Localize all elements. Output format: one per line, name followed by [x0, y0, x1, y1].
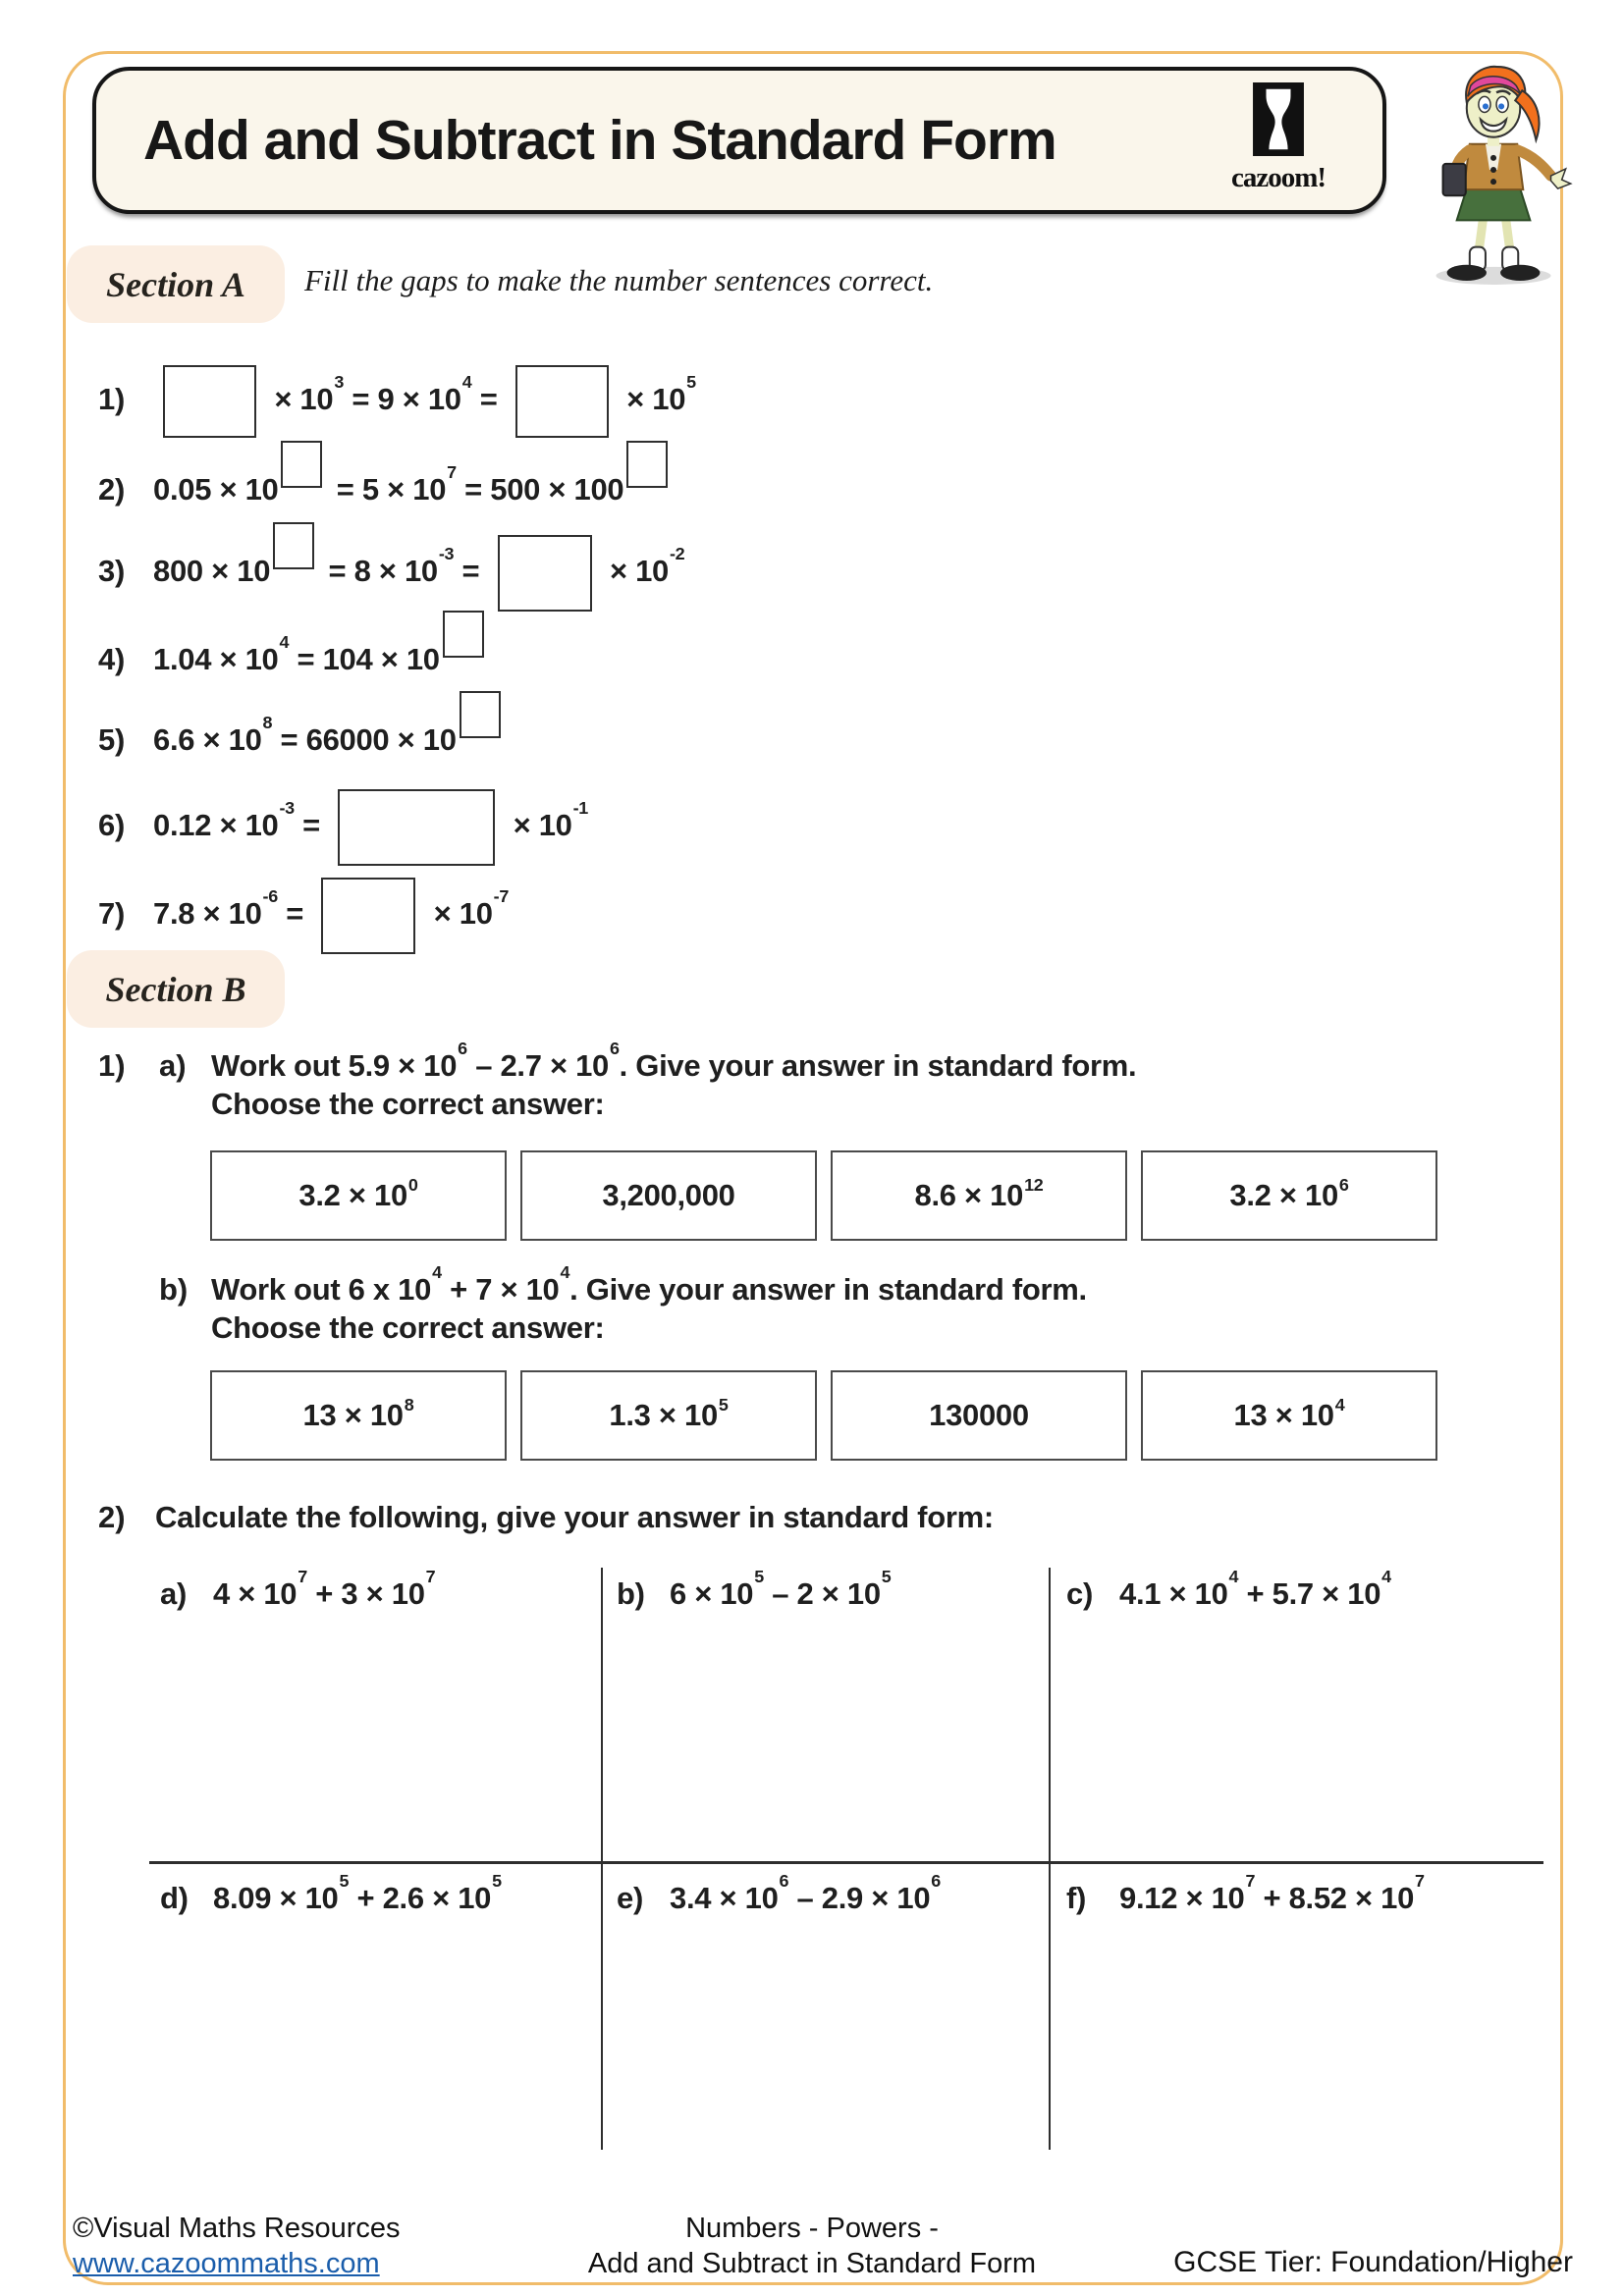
grid-cell-f [1066, 1870, 1425, 1916]
exponent: 5 [881, 1566, 892, 1586]
grid-vertical-divider-1 [601, 1568, 603, 2150]
question-number: 1) [98, 382, 125, 417]
exponent: 4 [461, 371, 472, 392]
answer-gap-box[interactable] [273, 522, 314, 569]
question-number: 7) [98, 896, 125, 932]
q1b-prompt [211, 1261, 1087, 1308]
exponent: -6 [262, 885, 278, 906]
section-b-label: Section B [105, 969, 246, 1009]
equation-text: = 8 × 10 [320, 554, 438, 588]
equation-text: + 2.6 × 10 [349, 1881, 492, 1915]
section-a-instruction: Fill the gaps to make the number sentences correct. [304, 263, 934, 297]
equation-text: + 3 × 10 [306, 1576, 425, 1611]
equation-text: – 2.7 × 10 [466, 1048, 609, 1083]
equation-text: + 5.7 × 10 [1238, 1576, 1381, 1611]
exponent: -3 [438, 543, 455, 563]
cell-letter: d) [160, 1881, 189, 1915]
grid-cell-d [160, 1870, 502, 1916]
exponent: 7 [425, 1566, 436, 1586]
equation-text: + 8.52 × 10 [1255, 1881, 1415, 1915]
q1b-choose-label: Choose the correct answer: [211, 1310, 605, 1345]
cartoon-schoolgirl-icon [1406, 59, 1575, 287]
equation-text: = 104 × 10 [289, 642, 440, 676]
cell-letter: c) [1066, 1576, 1093, 1611]
equation-text: . Give your answer in standard form. [569, 1272, 1087, 1307]
equation [153, 543, 685, 588]
footer-topic-line1: Numbers - Powers - [685, 2213, 939, 2244]
brand-name: cazoom! [1230, 162, 1326, 193]
section-b-chip [67, 950, 285, 1028]
cell-equation [213, 1870, 502, 1915]
exponent: 6 [779, 1870, 789, 1891]
equation-text: × 10 [505, 808, 572, 843]
question-row-1 [98, 365, 696, 438]
equation-text: 4.1 × 10 [1119, 1576, 1228, 1611]
footer-topic-line2: Add and Subtract in Standard Form [587, 2248, 1037, 2279]
equation-text: 8.6 × 10 [914, 1178, 1024, 1212]
equation-text: 9.12 × 10 [1119, 1881, 1245, 1915]
equation-text: 3,200,000 [602, 1178, 735, 1212]
equation-text: 800 × 10 [153, 554, 271, 588]
exponent: 5 [686, 371, 696, 392]
exponent: -3 [279, 797, 295, 818]
equation-text: + 7 × 10 [441, 1272, 560, 1307]
equation-text: 8.09 × 10 [213, 1881, 339, 1915]
option-box[interactable]: 8.6 × 10 $^{12}$ [831, 1150, 1127, 1241]
equation [153, 371, 696, 417]
grid-cell-a [160, 1566, 436, 1612]
answer-gap-box[interactable] [498, 535, 592, 612]
equation-text: × 10 [601, 554, 669, 588]
exponent: 5 [754, 1566, 764, 1586]
equation-text: – 2 × 10 [763, 1576, 881, 1611]
q1a-prompt-block [211, 1038, 1137, 1123]
option-box[interactable]: 3.2 × 10 $^0$ [210, 1150, 507, 1241]
exponent: 6 [458, 1038, 467, 1058]
page-title: Add and Subtract in Standard Form [143, 109, 1056, 172]
equation-text: × 10 [618, 382, 686, 417]
mascot-illustration [1406, 59, 1575, 292]
equation-text: = 500 × 100 [456, 472, 624, 507]
cell-equation [213, 1566, 436, 1611]
equation-text: 1.3 × 10 [609, 1398, 718, 1432]
q1b-letter: b) [159, 1272, 189, 1307]
cell-equation [1119, 1870, 1425, 1915]
title-box [92, 67, 1386, 214]
exponent: 7 [447, 461, 457, 482]
question-row-7 [98, 878, 509, 954]
q2-prompt: Calculate the following, give your answer in standard form: [155, 1500, 994, 1534]
equation [153, 885, 510, 932]
answer-gap-box[interactable] [163, 365, 256, 438]
exponent: 6 [609, 1038, 620, 1058]
exponent: 4 [560, 1261, 570, 1282]
equation-text: = [471, 382, 506, 417]
brand-logo [1225, 82, 1331, 194]
section-a-label: Section A [106, 264, 245, 304]
equation-text: = [294, 808, 329, 843]
q1a-letter: a) [159, 1048, 187, 1083]
equation-text: . Give your answer in standard form. [619, 1048, 1137, 1083]
equation [153, 631, 490, 676]
answer-gap-box[interactable] [281, 441, 322, 488]
exponent: 7 [298, 1566, 307, 1586]
exponent: 8 [262, 712, 273, 732]
exponent: -7 [493, 885, 510, 906]
equation-text: 13 × 10 [1233, 1398, 1334, 1432]
answer-gap-box[interactable] [515, 365, 609, 438]
answer-gap-box[interactable] [626, 441, 668, 488]
equation-text: 0.12 × 10 [153, 808, 279, 843]
exponent: 5 [339, 1870, 350, 1891]
q1a-prompt [211, 1038, 1137, 1085]
grid-vertical-divider-2 [1049, 1568, 1051, 2150]
equation-text: = [454, 554, 488, 588]
equation [153, 797, 588, 843]
equation-text: 6 × 10 [670, 1576, 754, 1611]
section-a-chip [67, 245, 285, 323]
footer-credit-block [73, 2211, 401, 2281]
equation-text: 3.2 × 10 [1229, 1178, 1338, 1212]
footer-link[interactable]: www.cazoommaths.com [73, 2248, 380, 2279]
cell-letter: b) [617, 1576, 645, 1611]
equation-text: 7.8 × 10 [153, 896, 262, 932]
equation-text: – 2.9 × 10 [788, 1881, 931, 1915]
equation-text: × 10 [425, 896, 493, 932]
exponent: 4 [1228, 1566, 1239, 1586]
footer-tier: GCSE Tier: Foundation/Higher [1173, 2246, 1573, 2278]
question-number: 4) [98, 642, 125, 676]
exponent: 5 [492, 1870, 502, 1891]
question-row-3 [98, 522, 684, 612]
option-box[interactable]: 3.2 × 10 $^6$ [1141, 1150, 1437, 1241]
equation-text: × 10 [266, 382, 334, 417]
answer-gap-box[interactable] [338, 789, 495, 866]
cell-equation [1119, 1566, 1391, 1611]
equation-text: 13 × 10 [302, 1398, 404, 1432]
exponent: 3 [334, 371, 345, 392]
option-box[interactable]: 13 × 10 $^8$ [210, 1370, 507, 1461]
q1a-choose-label: Choose the correct answer: [211, 1087, 605, 1121]
option-box[interactable]: 1.3 × 10 $^5$ [520, 1370, 817, 1461]
grid-cell-c [1066, 1566, 1391, 1612]
cell-letter: e) [617, 1881, 643, 1915]
exponent: 7 [1245, 1870, 1256, 1891]
equation [153, 712, 507, 757]
answer-gap-box[interactable] [321, 878, 415, 954]
question-row-4 [98, 611, 490, 677]
footer-credit: ©Visual Maths Resources [73, 2213, 401, 2244]
exponent: -2 [669, 543, 685, 563]
q2-number: 2) [98, 1500, 126, 1534]
q1b-prompt-block [211, 1261, 1087, 1347]
equation-text: 3.4 × 10 [670, 1881, 779, 1915]
cazoom-drum-icon [1253, 82, 1304, 156]
question-number: 5) [98, 722, 125, 757]
question-row-6 [98, 789, 588, 866]
equation-text: 3.2 × 10 [298, 1178, 407, 1212]
option-box[interactable] [520, 1150, 817, 1241]
equation-text: = 5 × 10 [328, 472, 447, 507]
footer-topic-block [488, 2211, 1136, 2281]
exponent: 4 [432, 1261, 442, 1282]
grid-horizontal-divider [149, 1861, 1543, 1864]
question-row-2 [98, 441, 674, 507]
cell-equation [670, 1870, 941, 1915]
equation-text: 4 × 10 [213, 1576, 298, 1611]
equation-text: 0.05 × 10 [153, 472, 279, 507]
exponent: 4 [279, 631, 290, 652]
equation-text: = 66000 × 10 [272, 722, 457, 757]
cell-letter: a) [160, 1576, 187, 1611]
equation-text: Work out 5.9 × 10 [211, 1048, 458, 1083]
grid-cell-e [617, 1870, 941, 1916]
equation-text: 1.04 × 10 [153, 642, 279, 676]
exponent: 6 [931, 1870, 941, 1891]
equation-text: 6.6 × 10 [153, 722, 262, 757]
answer-gap-box[interactable] [443, 611, 484, 658]
equation-text: 130000 [929, 1398, 1029, 1432]
equation-text: = [277, 896, 312, 932]
question-number: 2) [98, 472, 125, 507]
grid-cell-b [617, 1566, 892, 1612]
cell-equation [670, 1566, 892, 1611]
exponent: -1 [572, 797, 588, 818]
equation-text: = 9 × 10 [344, 382, 461, 417]
exponent: 4 [1381, 1566, 1391, 1586]
exponent: 7 [1415, 1870, 1425, 1891]
answer-gap-box[interactable] [460, 691, 501, 738]
equation [153, 461, 674, 507]
q1-number: 1) [98, 1048, 126, 1083]
option-box[interactable]: 13 × 10 $^4$ [1141, 1370, 1437, 1461]
question-number: 6) [98, 808, 125, 843]
equation-text: Work out 6 x 10 [211, 1272, 432, 1307]
option-box[interactable] [831, 1370, 1127, 1461]
question-number: 3) [98, 554, 125, 588]
question-row-5 [98, 691, 507, 758]
cell-letter: f) [1066, 1881, 1087, 1915]
